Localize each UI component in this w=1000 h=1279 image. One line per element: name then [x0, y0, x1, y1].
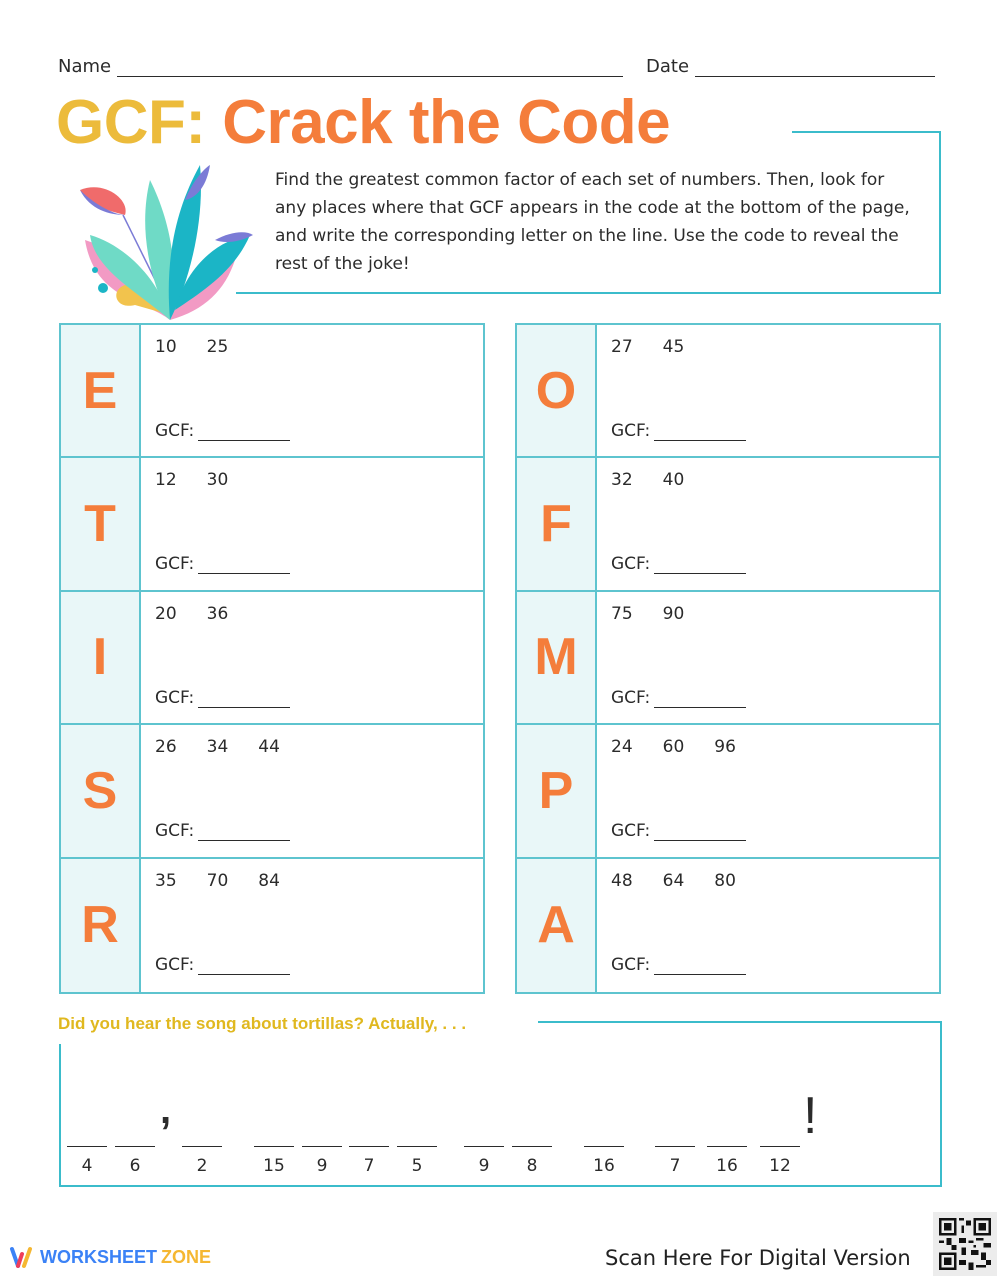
gcf-answer-field[interactable]: [155, 955, 290, 975]
problem-numbers: [611, 337, 714, 357]
number: 30: [206, 470, 229, 491]
title-crack-the-code: Crack the Code: [222, 88, 671, 157]
problem-numbers: [611, 470, 714, 490]
gcf-label: GCF:: [155, 821, 195, 842]
gcf-label: GCF:: [611, 821, 651, 842]
number: 27: [611, 337, 633, 357]
code-number: 9: [316, 1156, 328, 1176]
gcf-blank-line[interactable]: [198, 425, 290, 441]
code-number: 2: [196, 1156, 208, 1176]
number: 35: [155, 870, 177, 891]
gcf-answer-field[interactable]: [155, 421, 290, 441]
code-number: 9: [478, 1156, 490, 1176]
code-number: 16: [593, 1156, 615, 1176]
worksheet-zone-logo[interactable]: [8, 1244, 211, 1270]
code-number: 7: [669, 1156, 681, 1176]
name-label: Name: [58, 56, 112, 77]
joke-question: Did you hear the song about tortillas? Actually, . . .: [58, 1014, 467, 1033]
date-field[interactable]: [646, 56, 935, 77]
instructions-text: Find the greatest common factor of each set of numbers. Then, look for any places where that GCF appears in the code at the bottom of the page, and write the corresponding letter on the line. Use the code to reveal the rest of the joke!: [275, 170, 910, 274]
date-blank-line[interactable]: [695, 59, 935, 77]
problem-numbers: [155, 604, 258, 624]
code-number: 6: [129, 1156, 141, 1176]
problem-cell-i: [61, 592, 483, 725]
gcf-answer-field[interactable]: [611, 688, 746, 708]
problem-numbers: [155, 470, 258, 490]
code-number: 15: [263, 1156, 285, 1176]
problem-cell-o: [517, 325, 939, 458]
number: 40: [662, 470, 685, 491]
gcf-answer-field[interactable]: [155, 554, 290, 574]
logo-w-icon: [8, 1244, 34, 1270]
answer-blank[interactable]: [182, 1146, 222, 1147]
date-label: Date: [646, 56, 690, 77]
number: 84: [258, 870, 280, 891]
gcf-blank-line[interactable]: [654, 959, 746, 975]
number: 25: [206, 337, 229, 357]
answer-blank[interactable]: [302, 1146, 342, 1147]
answer-blank[interactable]: [464, 1146, 504, 1147]
gcf-answer-field[interactable]: [155, 688, 290, 708]
number: 20: [155, 603, 177, 624]
comma-mark: ,: [160, 1088, 172, 1132]
code-number: 8: [526, 1156, 538, 1176]
number: 34: [206, 737, 229, 758]
problem-numbers: [611, 737, 766, 757]
number: 32: [611, 470, 633, 491]
gcf-answer-field[interactable]: [611, 821, 746, 841]
number: 45: [662, 337, 685, 357]
code-number: 16: [716, 1156, 738, 1176]
exclamation-mark: !: [803, 1087, 818, 1145]
number: 64: [662, 870, 685, 891]
cipher-letter: F: [517, 458, 597, 589]
page-title: [56, 86, 670, 160]
cipher-letter: A: [517, 859, 597, 992]
number: 60: [662, 737, 685, 758]
problem-numbers: [155, 737, 310, 757]
number: 10: [155, 337, 177, 357]
answer-blank[interactable]: [655, 1146, 695, 1147]
number: 48: [611, 870, 633, 891]
problem-numbers: [611, 871, 766, 891]
gcf-label: GCF:: [611, 554, 651, 575]
number: 26: [155, 737, 177, 758]
number: 70: [206, 870, 229, 891]
problem-cell-t: [61, 458, 483, 591]
problem-numbers: [155, 337, 258, 357]
gcf-label: GCF:: [155, 554, 195, 575]
gcf-blank-line[interactable]: [654, 425, 746, 441]
gcf-label: GCF:: [611, 421, 651, 441]
problem-cell-r: [61, 859, 483, 992]
cipher-letter: R: [61, 859, 141, 992]
answer-blank[interactable]: [67, 1146, 107, 1147]
title-gcf: GCF:: [56, 88, 206, 157]
gcf-label: GCF:: [611, 954, 651, 975]
gcf-answer-field[interactable]: [155, 821, 290, 841]
name-field[interactable]: [58, 56, 623, 77]
gcf-answer-field[interactable]: [611, 955, 746, 975]
number: 12: [155, 470, 177, 491]
gcf-answer-field[interactable]: [611, 554, 746, 574]
scan-text: Scan Here For Digital Version: [605, 1246, 911, 1270]
gcf-label: GCF:: [155, 421, 195, 441]
gcf-blank-line[interactable]: [654, 825, 746, 841]
code-number: 4: [81, 1156, 93, 1176]
answer-blank[interactable]: [584, 1146, 624, 1147]
problem-cell-a: [517, 859, 939, 992]
answer-blank[interactable]: [115, 1146, 155, 1147]
plant-illustration-icon: [75, 160, 265, 325]
cipher-letter: O: [517, 325, 597, 456]
gcf-label: GCF:: [155, 954, 195, 975]
qr-code-icon[interactable]: [933, 1212, 997, 1276]
gcf-blank-line[interactable]: [198, 692, 290, 708]
number: 96: [714, 737, 736, 758]
gcf-answer-field[interactable]: [611, 421, 746, 441]
number: 44: [258, 737, 280, 758]
problem-cell-e: [61, 325, 483, 458]
number: 90: [662, 603, 685, 624]
problem-grid-left: [59, 323, 485, 994]
brand-worksheet: WORKSHEET: [40, 1246, 157, 1267]
problem-grid-right: [515, 323, 941, 994]
answer-blank[interactable]: [760, 1146, 800, 1147]
cipher-letter: E: [61, 325, 141, 456]
gcf-label: GCF:: [611, 687, 651, 708]
problem-cell-f: [517, 458, 939, 591]
code-number: 7: [363, 1156, 375, 1176]
answer-blank[interactable]: [397, 1146, 437, 1147]
name-blank-line[interactable]: [117, 59, 623, 77]
gcf-blank-line[interactable]: [198, 558, 290, 574]
number: 24: [611, 737, 633, 758]
number: 75: [611, 603, 633, 624]
answer-blank[interactable]: [512, 1146, 552, 1147]
brand-zone: ZONE: [161, 1246, 212, 1267]
answer-blank[interactable]: [707, 1146, 747, 1147]
gcf-blank-line[interactable]: [198, 825, 290, 841]
answer-blank[interactable]: [349, 1146, 389, 1147]
gcf-blank-line[interactable]: [654, 692, 746, 708]
cipher-letter: M: [517, 592, 597, 723]
number: 80: [714, 870, 736, 891]
gcf-blank-line[interactable]: [654, 558, 746, 574]
number: 36: [206, 603, 229, 624]
answer-blank[interactable]: [254, 1146, 294, 1147]
cipher-letter: T: [61, 458, 141, 589]
cipher-letter: S: [61, 725, 141, 856]
problem-numbers: [611, 604, 714, 624]
gcf-blank-line[interactable]: [198, 959, 290, 975]
problem-cell-m: [517, 592, 939, 725]
problem-numbers: [155, 871, 310, 891]
code-number: 12: [769, 1156, 791, 1176]
problem-cell-s: [61, 725, 483, 858]
cipher-letter: I: [61, 592, 141, 723]
gcf-label: GCF:: [155, 687, 195, 708]
problem-cell-p: [517, 725, 939, 858]
code-number: 5: [411, 1156, 423, 1176]
cipher-letter: P: [517, 725, 597, 856]
